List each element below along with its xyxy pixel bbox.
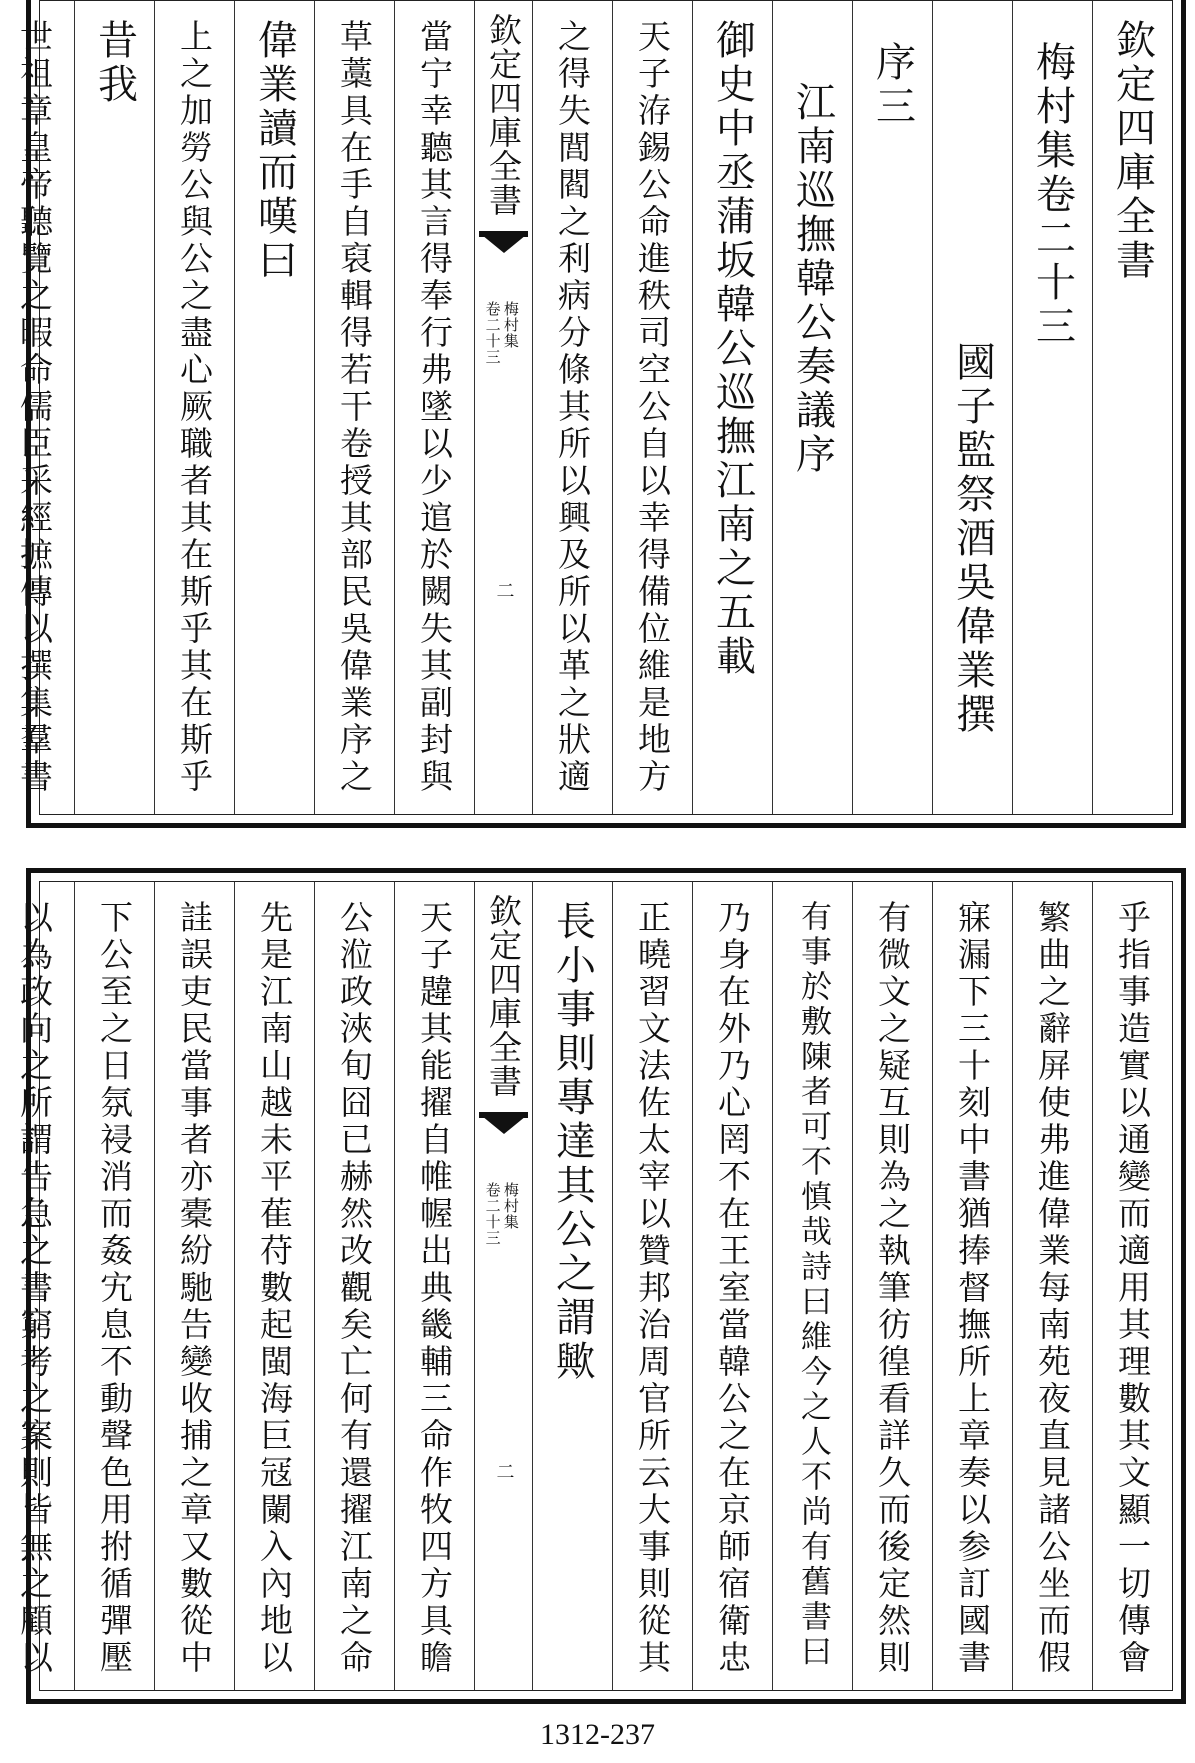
- colophon-chapter: 卷二十三: [483, 1182, 502, 1246]
- text-line: 世祖章皇帝聽覽之暇命儒臣采經摭傳以撰集羣書: [15, 19, 54, 796]
- text-column: [612, 1, 692, 814]
- text-column: [74, 1, 154, 814]
- bottom-page-columns: [15, 881, 1173, 1691]
- column-header: [1092, 1, 1172, 814]
- text-line: 天子洊錫公命進秩司空公自以幸得備位維是地方: [633, 19, 672, 796]
- column-author: [932, 1, 1012, 814]
- text-column: [532, 1, 612, 814]
- text-column: [394, 1, 474, 814]
- text-line: 寐漏下三十刻中書猶捧督撫所上章奏以参訂國書: [953, 900, 992, 1677]
- text-column: [772, 882, 852, 1690]
- colophon-collection: 欽定四庫全書: [484, 13, 523, 217]
- book-title: 梅村集卷二十三: [1029, 41, 1076, 349]
- text-column: [314, 882, 394, 1690]
- page-number-footer: 1312-237: [540, 1718, 655, 1751]
- text-column: [74, 882, 154, 1690]
- section-label: 序三: [869, 41, 916, 129]
- text-line: 當宁幸聽其言得奉行弗墜以少逭於闕失其副封與: [415, 19, 454, 796]
- top-page-frame: [15, 0, 1186, 828]
- text-line: 乃身在外乃心罔不在王室當韓公之在京師宿衛忠: [713, 900, 752, 1677]
- text-column: [932, 882, 1012, 1690]
- text-column: [692, 882, 772, 1690]
- collection-header: 欽定四庫全書: [1109, 19, 1156, 283]
- text-column: [394, 882, 474, 1690]
- text-line: 御史中丞蒲坂韓公巡撫江南之五載: [709, 19, 756, 679]
- text-column: [154, 882, 234, 1690]
- text-column: [0, 1, 74, 814]
- text-line: 上之加勞公與公之盡心厥職者其在斯乎其在斯乎: [175, 19, 214, 796]
- author-line: 國子監祭酒吳偉業撰: [949, 341, 996, 737]
- text-line: 有微文之疑互則為之執筆彷徨看詳久而後定然則: [873, 900, 912, 1677]
- column-essay-title: [772, 1, 852, 814]
- fishtail-mark: [479, 231, 528, 273]
- text-line: 繁曲之辭屏使弗進偉業每南苑夜直見諸公坐而假: [1033, 900, 1072, 1677]
- column-section: [852, 1, 932, 814]
- text-column: [532, 882, 612, 1690]
- text-column: [234, 1, 314, 814]
- text-column: [692, 1, 772, 814]
- colophon-book-name: 梅村集: [501, 1182, 520, 1230]
- text-column: [612, 882, 692, 1690]
- column-book-title: [1012, 1, 1092, 814]
- text-line: 昔我: [91, 19, 138, 107]
- text-line: 偉業讀而嘆曰: [251, 19, 298, 283]
- colophon-folio: 二: [493, 581, 515, 603]
- center-colophon: [474, 882, 532, 1690]
- text-column: [234, 882, 314, 1690]
- text-line: 有事於敷陳者可不慎哉詩曰維今之人不尚有舊書曰: [795, 900, 831, 1670]
- text-line: 公涖政浹旬囧已赫然改觀矣亡何有還擢江南之命: [335, 900, 374, 1677]
- text-line: 詿誤吏民當事者亦橐紛馳告變收捕之章又數從中: [175, 900, 214, 1677]
- text-line: 以為政向之所謂告急之書窮考之案則皆無之顧以: [15, 900, 54, 1677]
- colophon-book-name: 梅村集: [501, 301, 520, 349]
- bottom-page-frame: [15, 868, 1186, 1704]
- text-line: 乎指事造實以通變而適用其理數其文顯一切傳會: [1113, 900, 1152, 1677]
- text-column: [314, 1, 394, 814]
- text-line: 草藁具在手自裒輯得若干卷授其部民吳偉業序之: [335, 19, 374, 796]
- text-line: 之得失閭閻之利病分條其所以興及所以革之狀適: [553, 19, 592, 796]
- text-line: 正曉習文法佐太宰以贊邦治周官所云大事則從其: [633, 900, 672, 1677]
- text-line: 下公至之日氛祲消而姦宄息不動聲色用拊循彈壓: [95, 900, 134, 1677]
- text-column: [1012, 882, 1092, 1690]
- center-colophon: [474, 1, 532, 814]
- top-page-columns: [15, 0, 1173, 815]
- colophon-chapter: 卷二十三: [483, 301, 502, 365]
- text-line: 長小事則專達其公之謂歟: [549, 900, 596, 1384]
- text-column: [154, 1, 234, 814]
- essay-title: 江南巡撫韓公奏議序: [789, 81, 836, 477]
- text-line: 先是江南山越未平萑苻數起閩海巨冦闌入內地以: [255, 900, 294, 1677]
- text-column: [0, 882, 74, 1690]
- colophon-collection: 欽定四庫全書: [484, 894, 523, 1098]
- colophon-folio: 二: [493, 1462, 515, 1484]
- text-line: 天子韙其能擢自帷幄出典畿輔三命作牧四方具瞻: [415, 900, 454, 1677]
- fishtail-mark: [479, 1112, 528, 1154]
- text-column: [852, 882, 932, 1690]
- text-column: [1092, 882, 1172, 1690]
